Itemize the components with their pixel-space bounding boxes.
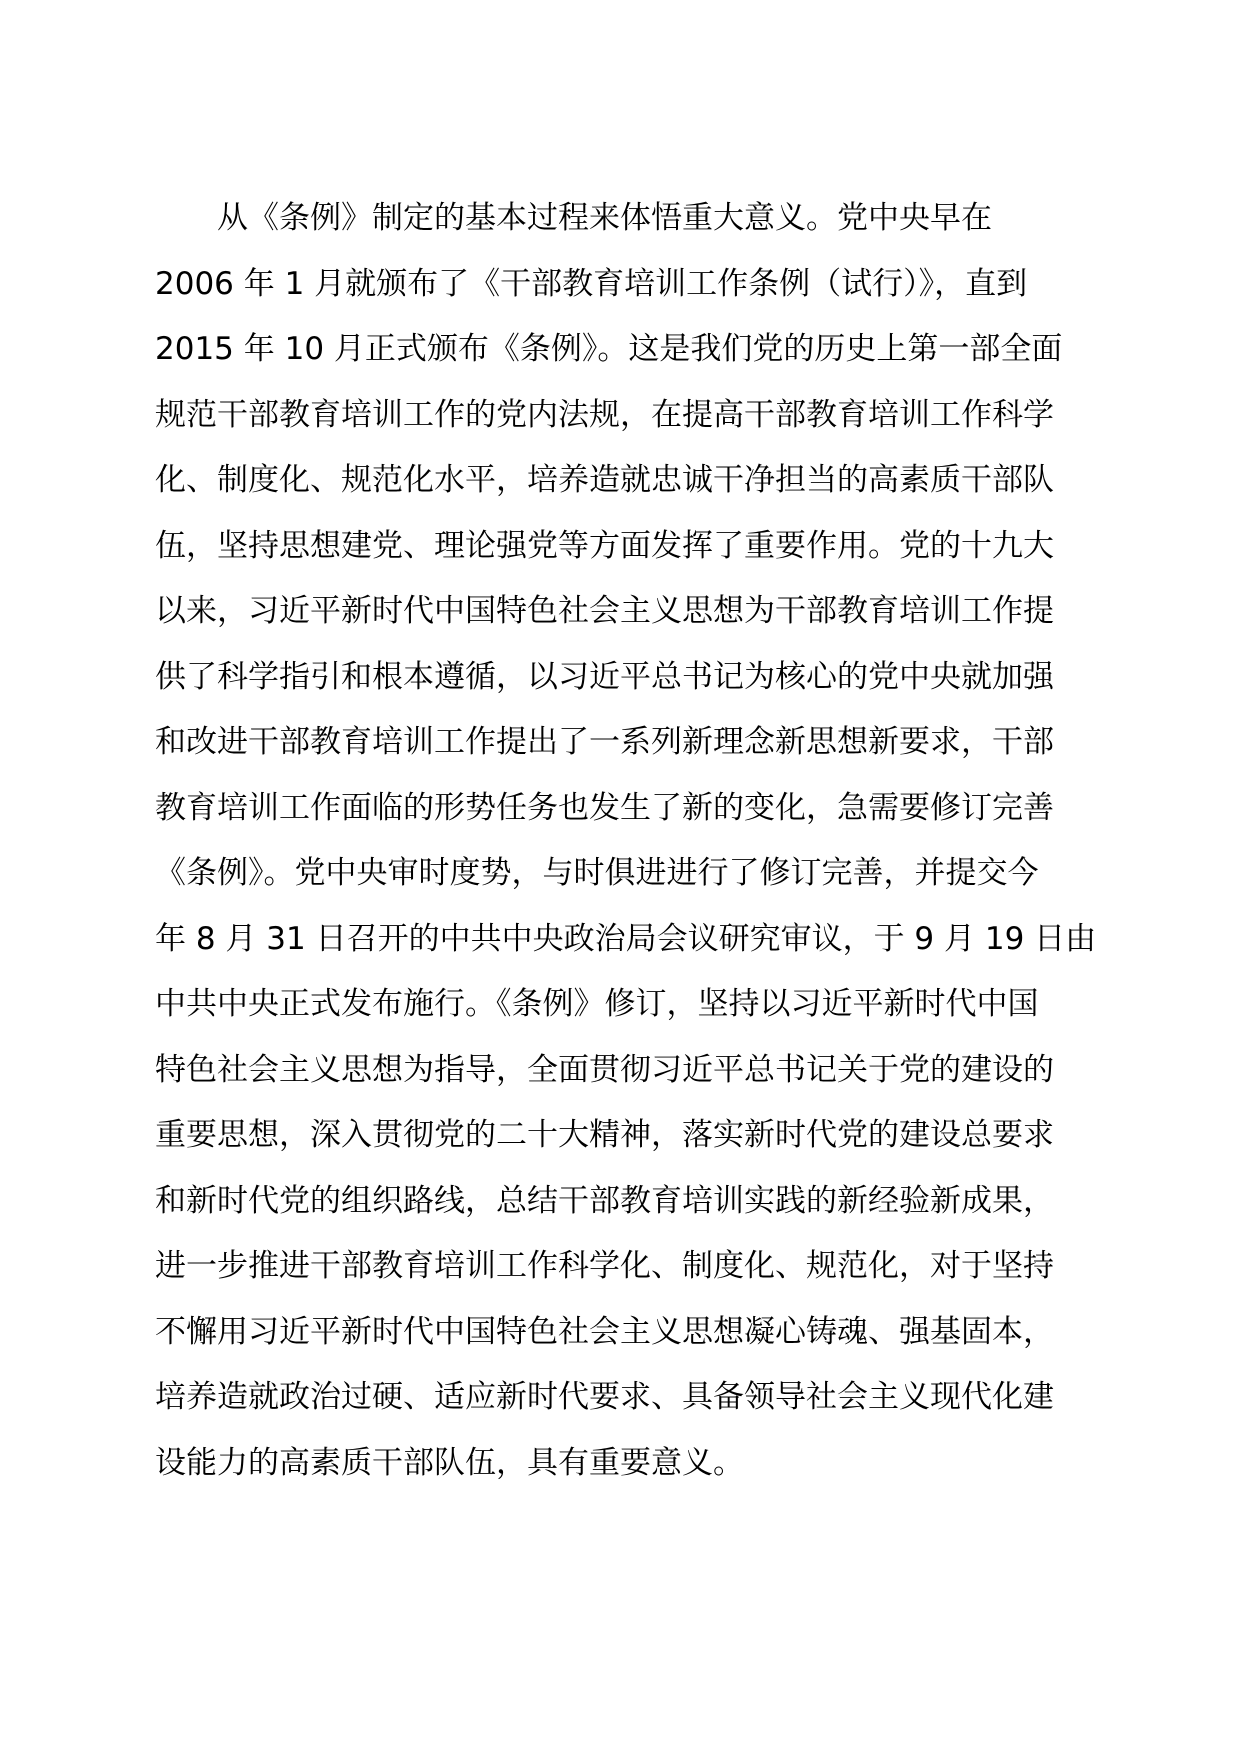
paragraph-line: 和改进干部教育培训工作提出了一系列新理念新思想新要求，干部 xyxy=(155,724,1054,760)
paragraph-line: 以来，习近平新时代中国特色社会主义思想为干部教育培训工作提 xyxy=(155,593,1054,629)
paragraph-line: 规范干部教育培训工作的党内法规，在提高干部教育培训工作科学 xyxy=(155,396,1054,433)
paragraph-line: 《条例》。党中央审时度势，与时俱进进行了修订完善，并提交今 xyxy=(155,855,1039,891)
paragraph-line: 特色社会主义思想为指导，全面贯彻习近平总书记关于党的建设的 xyxy=(155,1051,1054,1088)
paragraph-line: 供了科学指引和根本遵循，以习近平总书记为核心的党中央就加强 xyxy=(155,658,1054,695)
paragraph-line: 从《条例》制定的基本过程来体悟重大意义。党中央早在 xyxy=(155,200,992,236)
paragraph-line: 不懈用习近平新时代中国特色社会主义思想凝心铸魂、强基固本， xyxy=(155,1313,1054,1350)
paragraph-line: 设能力的高素质干部队伍，具有重要意义。 xyxy=(155,1444,744,1481)
paragraph-line: 伍，坚持思想建党、理论强党等方面发挥了重要作用。党的十九大 xyxy=(155,527,1054,564)
paragraph-line: 化、制度化、规范化水平，培养造就忠诚干净担当的高素质干部队 xyxy=(155,462,1054,498)
paragraph-line: 2006 年 1 月就颁布了《干部教育培训工作条例（试行）》，直到 xyxy=(155,265,1028,302)
paragraph-line: 和新时代党的组织路线，总结干部教育培训实践的新经验新成果， xyxy=(155,1182,1054,1219)
paragraph-line: 培养造就政治过硬、适应新时代要求、具备领导社会主义现代化建 xyxy=(155,1379,1054,1415)
paragraph-line: 年 8 月 31 日召开的中共中央政治局会议研究审议，于 9 月 19 日由 xyxy=(155,920,1097,957)
paragraph-line: 2015 年 10 月正式颁布《条例》。这是我们党的历史上第一部全面 xyxy=(155,331,1063,367)
paragraph-line: 教育培训工作面临的形势任务也发生了新的变化，急需要修订完善 xyxy=(155,789,1054,826)
paragraph-line: 进一步推进干部教育培训工作科学化、制度化、规范化，对于坚持 xyxy=(155,1248,1054,1284)
body-paragraph xyxy=(155,186,1097,1496)
paragraph-line: 重要思想，深入贯彻党的二十大精神，落实新时代党的建设总要求 xyxy=(155,1117,1054,1153)
paragraph-line: 中共中央正式发布施行。《条例》修订，坚持以习近平新时代中国 xyxy=(155,986,1039,1022)
